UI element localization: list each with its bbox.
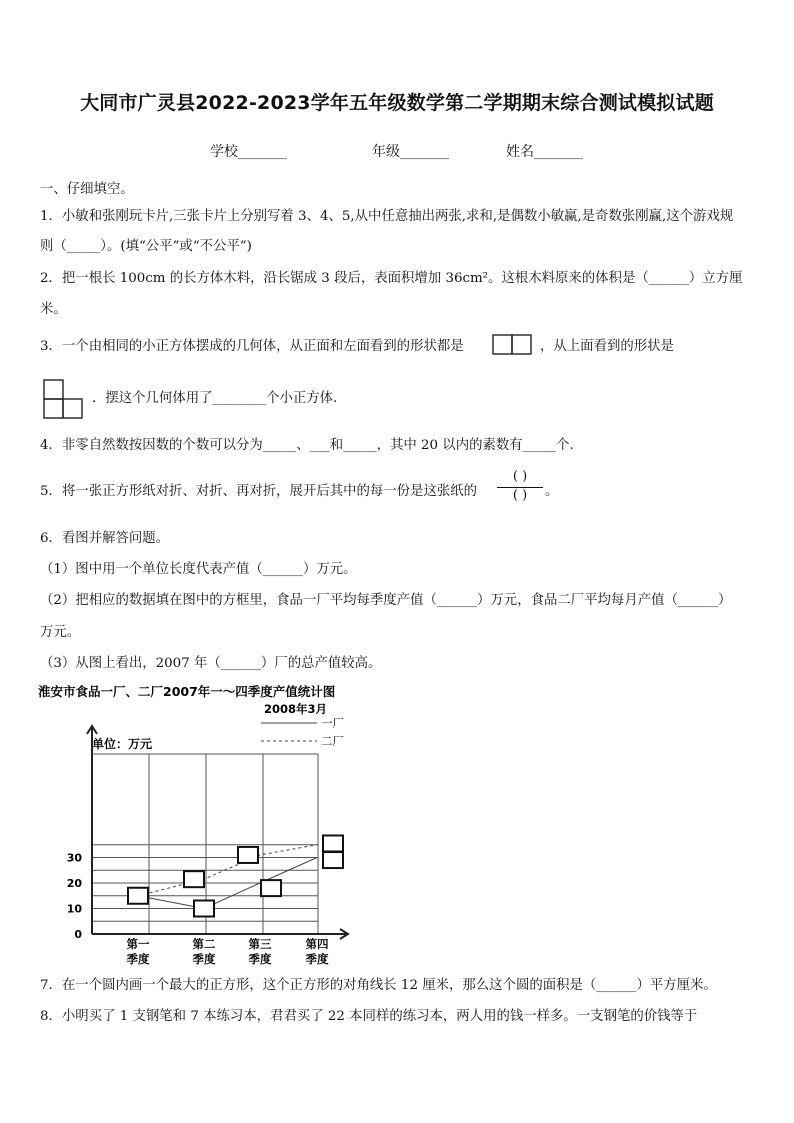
answer-box-3 bbox=[184, 871, 204, 887]
chart-series bbox=[138, 845, 317, 909]
top-view-figure bbox=[43, 379, 85, 419]
question-4: 4．非零自然数按因数的个数可以分为_____、___和_____，其中 20 以内的素数有_____个. bbox=[40, 438, 574, 453]
x-tick-3-line-1: 第三 bbox=[248, 937, 272, 951]
page-title: 大同市广灵县2022-2023学年五年级数学第二学期期末综合测试模拟试题 bbox=[80, 92, 714, 114]
legend-label-1: 一厂 bbox=[321, 716, 344, 730]
x-tick-4-line-2: 季度 bbox=[305, 952, 329, 966]
question-3-line-2: ．摆这个几何体用了________个小正方体. bbox=[92, 391, 338, 406]
chart-legend bbox=[261, 716, 344, 748]
school-field: 学校_______ bbox=[210, 144, 287, 160]
name-field: 姓名_______ bbox=[506, 144, 583, 160]
answer-boxes bbox=[128, 835, 343, 916]
question-6-part-2b: 万元。 bbox=[40, 625, 81, 640]
chart-subtitle: 2008年3月 bbox=[264, 702, 328, 716]
question-5-text: 5．将一张正方形纸对折、对折、再对折，展开后其中的每一份是这张纸的 bbox=[40, 484, 478, 499]
question-6-heading: 6．看图并解答问题。 bbox=[40, 531, 170, 546]
y-tick-10: 10 bbox=[66, 902, 82, 916]
x-tick-2-line-2: 季度 bbox=[192, 952, 216, 966]
x-tick-4-line-1: 第四 bbox=[305, 937, 329, 951]
question-6-part-2a: （2）把相应的数据填在图中的方框里，食品一厂平均每季度产值（______）万元，食品二厂平均每月产值（______） bbox=[40, 593, 732, 608]
answer-box-4 bbox=[238, 847, 258, 863]
x-tick-labels bbox=[127, 937, 329, 966]
chart-title: 淮安市食品一厂、二厂2007年一～四季度产值统计图 bbox=[38, 684, 336, 699]
fraction-denominator: ( ) bbox=[512, 488, 528, 503]
answer-box-7 bbox=[323, 852, 343, 868]
chart-axes bbox=[87, 726, 348, 939]
answer-box-1 bbox=[128, 888, 148, 904]
front-view-figure bbox=[492, 334, 534, 356]
x-tick-1-line-2: 季度 bbox=[126, 952, 150, 966]
question-3-line-1a: 3．一个由相同的小正方体摆成的几何体，从正面和左面看到的形状都是 bbox=[40, 339, 464, 354]
grade-field: 年级_______ bbox=[372, 144, 449, 160]
question-3-line-1b: ，从上面看到的形状是 bbox=[540, 339, 674, 354]
x-tick-2-line-1: 第二 bbox=[192, 937, 216, 951]
y-tick-labels bbox=[67, 852, 83, 942]
question-8: 8．小明买了 1 支钢笔和 7 本练习本，君君买了 22 本同样的练习本，两人用的钱一样多。一支钢笔的价钱等于 bbox=[40, 1009, 698, 1024]
question-2-line-2: 米。 bbox=[40, 302, 67, 317]
y-axis-unit-label: 单位：万元 bbox=[92, 737, 153, 751]
question-6-part-3: （3）从图上看出，2007 年（______）厂的总产值较高。 bbox=[40, 656, 382, 671]
answer-box-2 bbox=[194, 901, 214, 917]
x-tick-1-line-1: 第一 bbox=[126, 937, 150, 951]
y-tick-30: 30 bbox=[66, 851, 82, 865]
y-tick-20: 20 bbox=[66, 877, 82, 890]
section-heading: 一、仔细填空。 bbox=[40, 182, 134, 197]
fraction-numerator: ( ) bbox=[512, 469, 528, 484]
answer-box-5 bbox=[261, 880, 281, 896]
question-7: 7．在一个圆内画一个最大的正方形，这个正方形的对角线长 12 厘米，那么这个圆的面积是（______）平方厘米。 bbox=[40, 978, 717, 993]
y-tick-0: 0 bbox=[74, 928, 82, 941]
answer-box-6 bbox=[323, 835, 343, 851]
question-5-end: 。 bbox=[545, 484, 559, 499]
question-1-line-1: 1．小敏和张刚玩卡片,三张卡片上分别写着 3、4、5,从中任意抽出两张,求和,是偶数小敏赢,是奇数张刚赢,这个游戏规 bbox=[40, 209, 734, 224]
legend-label-2: 二厂 bbox=[321, 734, 344, 748]
fraction-blank bbox=[497, 469, 543, 505]
production-chart bbox=[30, 680, 400, 970]
question-1-line-2: 则（_____）。(填“公平”或“不公平”) bbox=[40, 239, 252, 254]
question-2-line-1: 2．把一根长 100cm 的长方体木料，沿长锯成 3 段后，表面积增加 36cm²。这根木料原来的体积是（______）立方厘 bbox=[40, 271, 743, 286]
question-6-part-1: （1）图中用一个单位长度代表产值（______）万元。 bbox=[40, 562, 357, 577]
x-tick-3-line-2: 季度 bbox=[248, 952, 272, 966]
